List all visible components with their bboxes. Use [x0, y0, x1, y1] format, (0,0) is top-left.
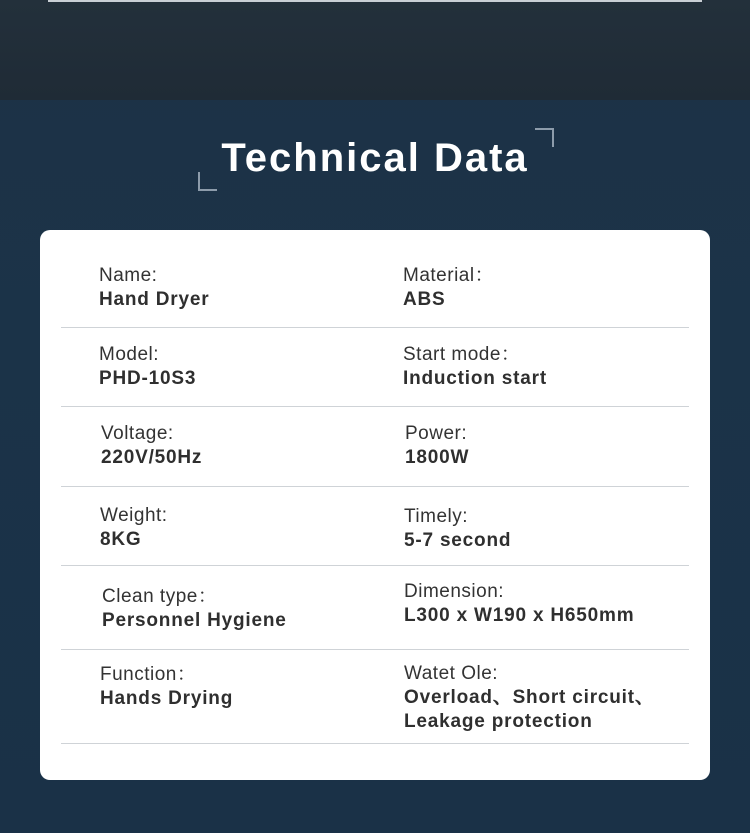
spec-item-start-mode: [403, 343, 547, 391]
spec-value: Hands Drying: [100, 688, 234, 709]
spec-value: PHD-10S3: [99, 368, 197, 389]
row-divider: [61, 743, 689, 744]
spec-label: Model:: [99, 344, 160, 365]
spec-label: Name:: [99, 265, 158, 286]
spec-label: Clean type：: [102, 586, 218, 607]
spec-value: ABS: [403, 289, 446, 310]
spec-label: Voltage:: [101, 423, 174, 444]
spec-item-watet-ole: [404, 662, 655, 734]
spec-card: [40, 230, 710, 780]
top-divider-line: [48, 0, 702, 2]
spec-item-dimension: [404, 580, 634, 628]
spec-label: Power:: [405, 423, 468, 444]
spec-value: Induction start: [403, 368, 547, 389]
spec-item-voltage: [101, 422, 202, 470]
spec-label: Dimension:: [404, 581, 505, 602]
spec-label: Material：: [403, 265, 495, 286]
spec-value: Personnel Hygiene: [102, 610, 287, 631]
row-divider: [61, 565, 689, 566]
row-divider: [61, 649, 689, 650]
spec-item-model: [99, 343, 196, 391]
row-divider: [61, 406, 689, 407]
spec-value: Overload、Short circuit、: [404, 687, 655, 708]
spec-value: L300 x W190 x H650mm: [404, 605, 635, 626]
spec-value: 8KG: [100, 529, 142, 550]
row-divider: [61, 327, 689, 328]
spec-value: 220V/50Hz: [101, 447, 203, 468]
spec-label: Function：: [100, 664, 197, 685]
spec-item-power: [405, 422, 469, 470]
spec-item-clean-type: [102, 585, 287, 633]
spec-item-timely: [404, 505, 511, 553]
top-banner: [0, 0, 750, 100]
spec-item-material: [403, 264, 494, 312]
spec-label: Watet Ole:: [404, 663, 499, 684]
page-title: Technical Data: [221, 136, 529, 180]
spec-item-name: [99, 264, 209, 312]
spec-label: Timely:: [404, 506, 469, 527]
row-divider: [61, 486, 689, 487]
spec-item-function: [100, 663, 233, 711]
spec-value: Hand Dryer: [99, 289, 210, 310]
spec-value-continued: Leakage protection: [404, 711, 593, 732]
spec-item-weight: [100, 504, 168, 552]
section-header: [0, 128, 750, 192]
spec-label: Start mode：: [403, 344, 521, 365]
spec-value: 1800W: [405, 447, 470, 468]
spec-label: Weight:: [100, 505, 168, 526]
spec-value: 5-7 second: [404, 530, 512, 551]
